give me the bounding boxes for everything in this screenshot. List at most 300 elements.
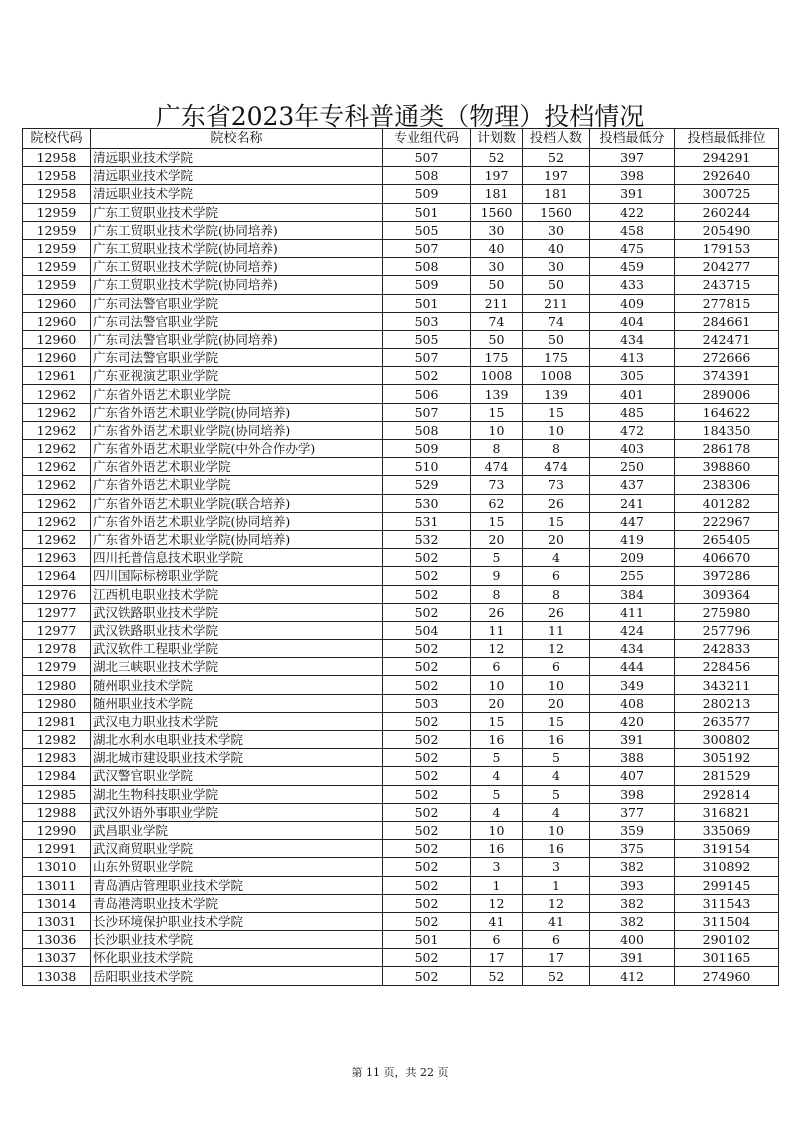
cell-plan-count: 62 [471, 494, 523, 512]
cell-admitted-count: 4 [523, 803, 590, 821]
cell-plan-count: 26 [471, 603, 523, 621]
cell-plan-count: 20 [471, 530, 523, 548]
cell-plan-count: 1008 [471, 367, 523, 385]
table-row [23, 785, 779, 803]
cell-school-code: 12979 [23, 658, 91, 676]
cell-plan-count: 1 [471, 876, 523, 894]
cell-admitted-count: 5 [523, 785, 590, 803]
cell-admitted-count: 3 [523, 858, 590, 876]
cell-school-name: 长沙职业技术学院 [91, 931, 383, 949]
header-group-code: 专业组代码 [383, 129, 471, 149]
cell-admitted-count: 16 [523, 731, 590, 749]
cell-min-rank: 343211 [675, 676, 779, 694]
cell-group-code: 502 [383, 712, 471, 730]
cell-min-score: 459 [590, 258, 675, 276]
table-row [23, 530, 779, 548]
cell-group-code: 509 [383, 185, 471, 203]
table-row [23, 221, 779, 239]
cell-group-code: 502 [383, 367, 471, 385]
table-row [23, 767, 779, 785]
cell-min-rank: 374391 [675, 367, 779, 385]
cell-plan-count: 52 [471, 967, 523, 985]
cell-plan-count: 5 [471, 549, 523, 567]
table-row [23, 658, 779, 676]
cell-school-code: 12977 [23, 603, 91, 621]
cell-min-score: 475 [590, 239, 675, 257]
table-row [23, 385, 779, 403]
cell-min-score: 241 [590, 494, 675, 512]
cell-school-code: 12982 [23, 731, 91, 749]
cell-group-code: 503 [383, 694, 471, 712]
table-row [23, 149, 779, 167]
cell-plan-count: 474 [471, 458, 523, 476]
cell-plan-count: 52 [471, 149, 523, 167]
cell-admitted-count: 73 [523, 476, 590, 494]
cell-plan-count: 175 [471, 349, 523, 367]
cell-school-code: 13037 [23, 949, 91, 967]
cell-admitted-count: 20 [523, 530, 590, 548]
cell-school-code: 12961 [23, 367, 91, 385]
cell-school-code: 12963 [23, 549, 91, 567]
cell-min-score: 250 [590, 458, 675, 476]
cell-min-score: 458 [590, 221, 675, 239]
cell-plan-count: 4 [471, 803, 523, 821]
cell-min-rank: 401282 [675, 494, 779, 512]
cell-admitted-count: 6 [523, 658, 590, 676]
cell-group-code: 505 [383, 221, 471, 239]
cell-min-score: 434 [590, 330, 675, 348]
cell-school-code: 12959 [23, 239, 91, 257]
cell-plan-count: 30 [471, 221, 523, 239]
cell-min-rank: 205490 [675, 221, 779, 239]
cell-school-code: 12958 [23, 167, 91, 185]
cell-school-name: 四川托普信息技术职业学院 [91, 549, 383, 567]
cell-admitted-count: 26 [523, 603, 590, 621]
cell-admitted-count: 10 [523, 821, 590, 839]
cell-group-code: 507 [383, 403, 471, 421]
cell-min-score: 422 [590, 203, 675, 221]
cell-school-name: 山东外贸职业学院 [91, 858, 383, 876]
cell-admitted-count: 1560 [523, 203, 590, 221]
cell-min-score: 384 [590, 585, 675, 603]
cell-min-rank: 184350 [675, 421, 779, 439]
cell-school-code: 12960 [23, 349, 91, 367]
cell-school-name: 随州职业技术学院 [91, 676, 383, 694]
cell-admitted-count: 4 [523, 767, 590, 785]
cell-admitted-count: 8 [523, 585, 590, 603]
cell-group-code: 507 [383, 349, 471, 367]
cell-school-name: 长沙环境保护职业技术学院 [91, 912, 383, 930]
table-row [23, 403, 779, 421]
cell-min-rank: 319154 [675, 840, 779, 858]
cell-group-code: 509 [383, 440, 471, 458]
cell-admitted-count: 16 [523, 840, 590, 858]
cell-min-score: 424 [590, 621, 675, 639]
table-row [23, 549, 779, 567]
cell-school-name: 广东司法警官职业学院 [91, 294, 383, 312]
cell-group-code: 502 [383, 603, 471, 621]
cell-admitted-count: 20 [523, 694, 590, 712]
table-row [23, 312, 779, 330]
cell-plan-count: 8 [471, 440, 523, 458]
cell-admitted-count: 17 [523, 949, 590, 967]
cell-min-rank: 292640 [675, 167, 779, 185]
cell-plan-count: 40 [471, 239, 523, 257]
cell-admitted-count: 30 [523, 258, 590, 276]
cell-school-code: 12960 [23, 312, 91, 330]
cell-admitted-count: 1008 [523, 367, 590, 385]
cell-min-score: 382 [590, 912, 675, 930]
cell-min-score: 401 [590, 385, 675, 403]
cell-school-name: 武汉软件工程职业学院 [91, 640, 383, 658]
cell-plan-count: 16 [471, 731, 523, 749]
cell-plan-count: 11 [471, 621, 523, 639]
cell-plan-count: 10 [471, 821, 523, 839]
cell-min-rank: 242833 [675, 640, 779, 658]
table-row [23, 421, 779, 439]
cell-school-name: 随州职业技术学院 [91, 694, 383, 712]
table-row [23, 803, 779, 821]
cell-group-code: 531 [383, 512, 471, 530]
cell-admitted-count: 5 [523, 749, 590, 767]
cell-group-code: 501 [383, 931, 471, 949]
cell-plan-count: 5 [471, 785, 523, 803]
cell-school-name: 湖北三峡职业技术学院 [91, 658, 383, 676]
table-row [23, 567, 779, 585]
cell-school-code: 12962 [23, 530, 91, 548]
cell-admitted-count: 10 [523, 676, 590, 694]
cell-school-name: 湖北水利水电职业技术学院 [91, 731, 383, 749]
cell-plan-count: 181 [471, 185, 523, 203]
table-row [23, 349, 779, 367]
cell-plan-count: 12 [471, 640, 523, 658]
cell-admitted-count: 50 [523, 276, 590, 294]
cell-min-rank: 311504 [675, 912, 779, 930]
cell-plan-count: 4 [471, 767, 523, 785]
cell-min-rank: 204277 [675, 258, 779, 276]
table-row [23, 876, 779, 894]
header-min-rank: 投档最低排位 [675, 129, 779, 149]
cell-group-code: 505 [383, 330, 471, 348]
cell-school-name: 广东司法警官职业学院(协同培养) [91, 330, 383, 348]
cell-school-code: 12964 [23, 567, 91, 585]
table-row [23, 640, 779, 658]
cell-school-code: 12962 [23, 512, 91, 530]
cell-min-score: 412 [590, 967, 675, 985]
cell-school-name: 广东工贸职业技术学院(协同培养) [91, 258, 383, 276]
cell-plan-count: 20 [471, 694, 523, 712]
cell-school-name: 广东亚视演艺职业学院 [91, 367, 383, 385]
cell-min-rank: 286178 [675, 440, 779, 458]
cell-min-score: 434 [590, 640, 675, 658]
table-row [23, 694, 779, 712]
cell-admitted-count: 52 [523, 149, 590, 167]
cell-school-name: 广东工贸职业技术学院(协同培养) [91, 221, 383, 239]
cell-admitted-count: 10 [523, 421, 590, 439]
cell-min-rank: 398860 [675, 458, 779, 476]
cell-school-code: 12962 [23, 494, 91, 512]
cell-group-code: 507 [383, 239, 471, 257]
cell-plan-count: 3 [471, 858, 523, 876]
cell-admitted-count: 12 [523, 640, 590, 658]
cell-group-code: 502 [383, 640, 471, 658]
table-row [23, 749, 779, 767]
cell-min-score: 398 [590, 167, 675, 185]
header-school-code: 院校代码 [23, 129, 91, 149]
cell-min-rank: 274960 [675, 967, 779, 985]
cell-min-rank: 300725 [675, 185, 779, 203]
cell-school-name: 岳阳职业技术学院 [91, 967, 383, 985]
cell-plan-count: 15 [471, 512, 523, 530]
cell-school-code: 12962 [23, 440, 91, 458]
table-row [23, 185, 779, 203]
cell-min-score: 382 [590, 858, 675, 876]
cell-school-name: 广东省外语艺术职业学院(协同培养) [91, 512, 383, 530]
cell-group-code: 502 [383, 967, 471, 985]
cell-group-code: 502 [383, 858, 471, 876]
cell-group-code: 510 [383, 458, 471, 476]
table-row [23, 676, 779, 694]
cell-group-code: 502 [383, 803, 471, 821]
cell-min-rank: 277815 [675, 294, 779, 312]
header-admitted-count: 投档人数 [523, 129, 590, 149]
table-row [23, 858, 779, 876]
cell-group-code: 501 [383, 294, 471, 312]
cell-min-score: 209 [590, 549, 675, 567]
cell-group-code: 504 [383, 621, 471, 639]
table-row [23, 476, 779, 494]
cell-admitted-count: 197 [523, 167, 590, 185]
table-row [23, 967, 779, 985]
cell-admitted-count: 1 [523, 876, 590, 894]
table-row [23, 512, 779, 530]
table-row [23, 440, 779, 458]
cell-admitted-count: 8 [523, 440, 590, 458]
cell-school-name: 武汉警官职业学院 [91, 767, 383, 785]
cell-school-code: 12991 [23, 840, 91, 858]
table-row [23, 840, 779, 858]
cell-school-name: 广东省外语艺术职业学院 [91, 385, 383, 403]
cell-plan-count: 10 [471, 421, 523, 439]
cell-admitted-count: 6 [523, 567, 590, 585]
cell-min-rank: 275980 [675, 603, 779, 621]
cell-min-rank: 301165 [675, 949, 779, 967]
cell-min-rank: 281529 [675, 767, 779, 785]
cell-plan-count: 8 [471, 585, 523, 603]
table-row [23, 239, 779, 257]
header-school-name: 院校名称 [91, 129, 383, 149]
cell-group-code: 508 [383, 421, 471, 439]
cell-min-rank: 305192 [675, 749, 779, 767]
cell-school-code: 13014 [23, 894, 91, 912]
cell-group-code: 502 [383, 767, 471, 785]
cell-min-rank: 164622 [675, 403, 779, 421]
table-row [23, 167, 779, 185]
cell-min-score: 391 [590, 949, 675, 967]
table-row [23, 603, 779, 621]
cell-min-rank: 294291 [675, 149, 779, 167]
cell-group-code: 502 [383, 549, 471, 567]
cell-min-score: 404 [590, 312, 675, 330]
cell-min-score: 382 [590, 894, 675, 912]
cell-group-code: 508 [383, 258, 471, 276]
cell-group-code: 502 [383, 658, 471, 676]
cell-plan-count: 41 [471, 912, 523, 930]
cell-school-code: 12980 [23, 676, 91, 694]
cell-admitted-count: 40 [523, 239, 590, 257]
cell-admitted-count: 474 [523, 458, 590, 476]
table-row [23, 712, 779, 730]
cell-school-code: 12962 [23, 385, 91, 403]
cell-min-score: 433 [590, 276, 675, 294]
table-row [23, 912, 779, 930]
cell-group-code: 508 [383, 167, 471, 185]
cell-school-code: 12980 [23, 694, 91, 712]
cell-admitted-count: 15 [523, 403, 590, 421]
cell-min-rank: 272666 [675, 349, 779, 367]
cell-plan-count: 6 [471, 931, 523, 949]
cell-admitted-count: 4 [523, 549, 590, 567]
cell-plan-count: 139 [471, 385, 523, 403]
cell-min-rank: 242471 [675, 330, 779, 348]
cell-school-code: 12962 [23, 403, 91, 421]
cell-min-score: 400 [590, 931, 675, 949]
cell-school-code: 12959 [23, 276, 91, 294]
cell-school-name: 武汉铁路职业技术学院 [91, 603, 383, 621]
cell-plan-count: 16 [471, 840, 523, 858]
cell-min-rank: 300802 [675, 731, 779, 749]
cell-school-name: 武汉电力职业技术学院 [91, 712, 383, 730]
cell-min-rank: 290102 [675, 931, 779, 949]
cell-admitted-count: 11 [523, 621, 590, 639]
cell-school-code: 12988 [23, 803, 91, 821]
cell-admitted-count: 12 [523, 894, 590, 912]
cell-plan-count: 74 [471, 312, 523, 330]
cell-school-name: 广东工贸职业技术学院(协同培养) [91, 239, 383, 257]
cell-school-name: 广东省外语艺术职业学院(协同培养) [91, 403, 383, 421]
cell-min-rank: 310892 [675, 858, 779, 876]
cell-group-code: 507 [383, 149, 471, 167]
cell-group-code: 502 [383, 912, 471, 930]
cell-group-code: 502 [383, 676, 471, 694]
cell-plan-count: 30 [471, 258, 523, 276]
cell-min-rank: 243715 [675, 276, 779, 294]
cell-admitted-count: 50 [523, 330, 590, 348]
cell-min-score: 403 [590, 440, 675, 458]
cell-plan-count: 73 [471, 476, 523, 494]
cell-min-score: 398 [590, 785, 675, 803]
cell-school-name: 广东省外语艺术职业学院 [91, 476, 383, 494]
cell-group-code: 532 [383, 530, 471, 548]
table-row [23, 494, 779, 512]
cell-school-name: 武汉铁路职业技术学院 [91, 621, 383, 639]
cell-school-code: 12984 [23, 767, 91, 785]
cell-min-score: 407 [590, 767, 675, 785]
cell-min-rank: 292814 [675, 785, 779, 803]
cell-group-code: 502 [383, 567, 471, 585]
table-row [23, 894, 779, 912]
cell-min-score: 359 [590, 821, 675, 839]
cell-admitted-count: 52 [523, 967, 590, 985]
cell-min-score: 377 [590, 803, 675, 821]
cell-school-code: 12976 [23, 585, 91, 603]
table-row [23, 294, 779, 312]
cell-school-code: 12960 [23, 294, 91, 312]
cell-school-name: 广东省外语艺术职业学院(协同培养) [91, 530, 383, 548]
cell-school-name: 广东工贸职业技术学院(协同培养) [91, 276, 383, 294]
table-row [23, 276, 779, 294]
cell-school-code: 12962 [23, 458, 91, 476]
cell-school-name: 清远职业技术学院 [91, 149, 383, 167]
cell-group-code: 502 [383, 821, 471, 839]
cell-school-name: 广东省外语艺术职业学院(中外合作办学) [91, 440, 383, 458]
cell-school-code: 12960 [23, 330, 91, 348]
admission-table [22, 128, 779, 986]
cell-min-score: 393 [590, 876, 675, 894]
cell-school-code: 12977 [23, 621, 91, 639]
cell-school-code: 12985 [23, 785, 91, 803]
cell-group-code: 529 [383, 476, 471, 494]
cell-school-name: 青岛港湾职业技术学院 [91, 894, 383, 912]
cell-school-name: 清远职业技术学院 [91, 167, 383, 185]
cell-min-rank: 263577 [675, 712, 779, 730]
cell-min-score: 305 [590, 367, 675, 385]
cell-plan-count: 15 [471, 403, 523, 421]
header-min-score: 投档最低分 [590, 129, 675, 149]
cell-school-name: 广东省外语艺术职业学院(协同培养) [91, 421, 383, 439]
cell-school-code: 12981 [23, 712, 91, 730]
cell-min-score: 375 [590, 840, 675, 858]
table-row [23, 330, 779, 348]
cell-plan-count: 50 [471, 276, 523, 294]
cell-min-score: 409 [590, 294, 675, 312]
cell-min-rank: 260244 [675, 203, 779, 221]
cell-min-rank: 179153 [675, 239, 779, 257]
cell-school-name: 清远职业技术学院 [91, 185, 383, 203]
cell-admitted-count: 26 [523, 494, 590, 512]
cell-min-score: 437 [590, 476, 675, 494]
cell-min-score: 472 [590, 421, 675, 439]
cell-school-code: 12990 [23, 821, 91, 839]
table-row [23, 258, 779, 276]
cell-min-rank: 309364 [675, 585, 779, 603]
cell-min-rank: 222967 [675, 512, 779, 530]
table-row [23, 203, 779, 221]
cell-min-rank: 257796 [675, 621, 779, 639]
cell-min-score: 485 [590, 403, 675, 421]
table-header-row [23, 129, 779, 149]
cell-school-code: 13010 [23, 858, 91, 876]
cell-school-name: 湖北生物科技职业学院 [91, 785, 383, 803]
cell-min-score: 255 [590, 567, 675, 585]
cell-school-name: 广东司法警官职业学院 [91, 349, 383, 367]
cell-min-rank: 238306 [675, 476, 779, 494]
cell-school-name: 湖北城市建设职业技术学院 [91, 749, 383, 767]
cell-admitted-count: 175 [523, 349, 590, 367]
cell-school-code: 13036 [23, 931, 91, 949]
cell-school-code: 13038 [23, 967, 91, 985]
cell-group-code: 502 [383, 949, 471, 967]
cell-plan-count: 12 [471, 894, 523, 912]
cell-plan-count: 1560 [471, 203, 523, 221]
cell-min-score: 349 [590, 676, 675, 694]
cell-group-code: 502 [383, 876, 471, 894]
cell-min-rank: 397286 [675, 567, 779, 585]
cell-min-rank: 284661 [675, 312, 779, 330]
cell-school-code: 12983 [23, 749, 91, 767]
cell-group-code: 502 [383, 840, 471, 858]
cell-group-code: 502 [383, 785, 471, 803]
